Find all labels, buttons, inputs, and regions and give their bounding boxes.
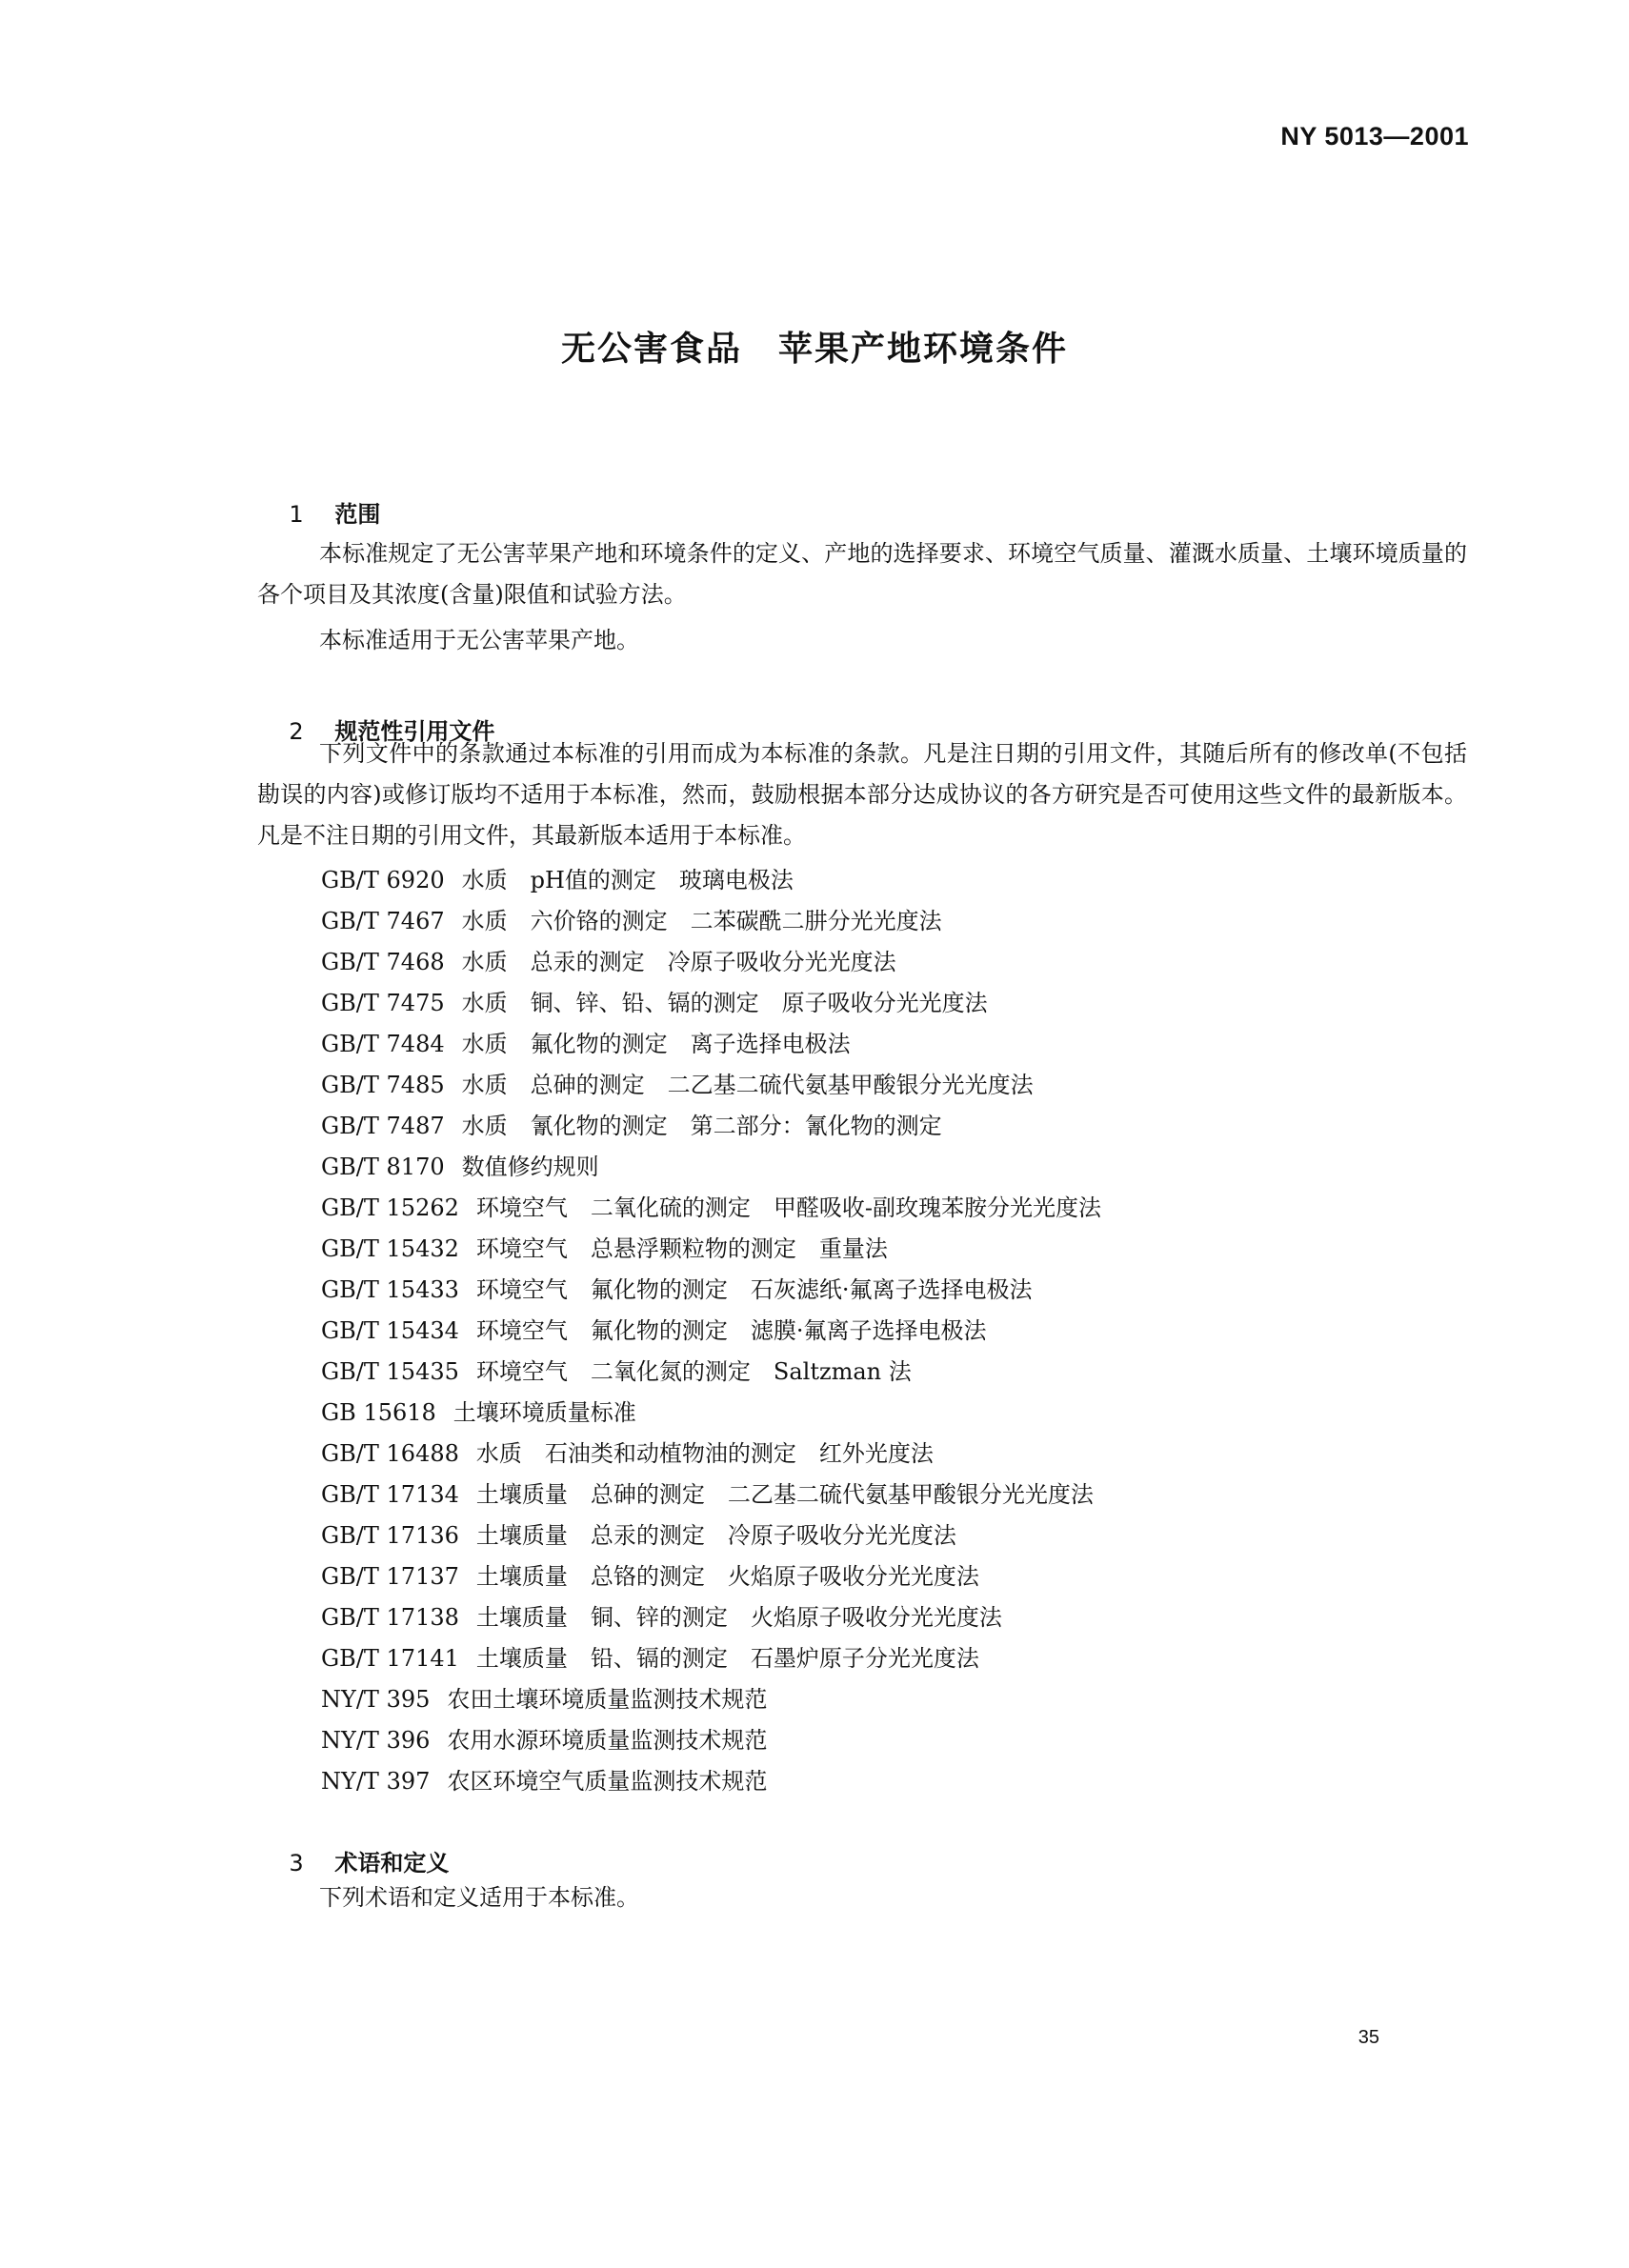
reference-title: 土壤环境质量标准	[452, 1399, 636, 1426]
reference-code: GB/T 7467	[321, 908, 445, 934]
section-title: 规范性引用文件	[334, 718, 495, 745]
reference-item	[321, 1188, 1101, 1229]
reference-item	[321, 901, 1101, 942]
reference-code: NY/T 396	[321, 1727, 431, 1754]
reference-code: GB/T 6920	[321, 867, 445, 893]
reference-title: 农区环境空气质量监测技术规范	[447, 1768, 768, 1795]
reference-item	[321, 1024, 1101, 1065]
reference-title: 水质 pH值的测定 玻璃电极法	[461, 867, 794, 893]
reference-item	[321, 1638, 1101, 1679]
reference-code: GB/T 7475	[321, 990, 445, 1016]
reference-item	[321, 1352, 1101, 1393]
section-3-paragraph-1: 下列术语和定义适用于本标准。	[319, 1884, 639, 1911]
normative-references-list	[321, 860, 1101, 1802]
reference-title: 土壤质量 总砷的测定 二乙基二硫代氨基甲酸银分光光度法	[475, 1481, 1094, 1508]
reference-item	[321, 860, 1101, 901]
reference-code: GB/T 15433	[321, 1276, 459, 1303]
reference-title: 水质 氟化物的测定 离子选择电极法	[461, 1031, 851, 1057]
reference-item	[321, 1515, 1101, 1556]
reference-item	[321, 983, 1101, 1024]
reference-item	[321, 1475, 1101, 1515]
reference-item	[321, 1679, 1101, 1720]
section-2-paragraph-1: 下列文件中的条款通过本标准的引用而成为本标准的条款。凡是注日期的引用文件，其随后所有的修改单(不包括勘误的内容)或修订版均不适用于本标准，然而，鼓励根据本部分达成协议的各方研究是否可使用这些文件的最新版本。凡是不注日期的引用文件，其最新版本适用于本标准。	[257, 740, 1467, 849]
reference-code: GB/T 15434	[321, 1317, 459, 1344]
reference-code: GB/T 15262	[321, 1194, 459, 1221]
reference-title: 水质 总汞的测定 冷原子吸收分光光度法	[461, 949, 896, 975]
page-number: 35	[1358, 2027, 1379, 2048]
reference-item	[321, 942, 1101, 983]
reference-code: GB/T 15435	[321, 1358, 459, 1385]
reference-title: 环境空气 氟化物的测定 石灰滤纸·氟离子选择电极法	[475, 1276, 1033, 1303]
reference-item	[321, 1270, 1101, 1311]
reference-title: 水质 石油类和动植物油的测定 红外光度法	[475, 1440, 934, 1467]
reference-title: 环境空气 二氧化硫的测定 甲醛吸收-副玫瑰苯胺分光光度法	[475, 1194, 1101, 1221]
reference-title: 水质 氰化物的测定 第二部分：氰化物的测定	[461, 1113, 942, 1139]
reference-item	[321, 1434, 1101, 1475]
reference-code: GB/T 17136	[321, 1522, 459, 1549]
reference-code: GB/T 16488	[321, 1440, 459, 1467]
reference-item	[321, 1106, 1101, 1147]
reference-item	[321, 1393, 1101, 1434]
reference-code: GB/T 7468	[321, 949, 445, 975]
reference-code: NY/T 397	[321, 1768, 431, 1795]
reference-item	[321, 1065, 1101, 1106]
reference-title: 土壤质量 铜、锌的测定 火焰原子吸收分光光度法	[475, 1604, 1002, 1631]
reference-item	[321, 1720, 1101, 1761]
reference-item	[321, 1311, 1101, 1352]
reference-code: GB 15618	[321, 1399, 436, 1426]
reference-item	[321, 1147, 1101, 1188]
reference-code: GB/T 7487	[321, 1113, 445, 1139]
reference-title: 环境空气 总悬浮颗粒物的测定 重量法	[475, 1235, 888, 1262]
reference-code: GB/T 17138	[321, 1604, 459, 1631]
section-title: 范围	[334, 501, 381, 528]
reference-title: 环境空气 氟化物的测定 滤膜·氟离子选择电极法	[475, 1317, 987, 1344]
section-1-paragraph-2: 本标准适用于无公害苹果产地。	[319, 627, 639, 653]
reference-title: 土壤质量 铅、镉的测定 石墨炉原子分光光度法	[475, 1645, 979, 1672]
reference-code: NY/T 395	[321, 1686, 431, 1713]
reference-item	[321, 1229, 1101, 1270]
reference-item	[321, 1761, 1101, 1802]
reference-title: 土壤质量 总汞的测定 冷原子吸收分光光度法	[475, 1522, 956, 1549]
reference-title: 水质 六价铬的测定 二苯碳酰二肼分光光度法	[461, 908, 942, 934]
reference-item	[321, 1597, 1101, 1638]
reference-code: GB/T 17134	[321, 1481, 459, 1508]
section-number: 2	[289, 718, 304, 745]
reference-title: 环境空气 二氧化氮的测定 Saltzman 法	[475, 1358, 912, 1385]
reference-title: 水质 铜、锌、铅、镉的测定 原子吸收分光光度法	[461, 990, 988, 1016]
section-title: 术语和定义	[334, 1850, 450, 1877]
reference-code: GB/T 7484	[321, 1031, 445, 1057]
document-title: 无公害食品 苹果产地环境条件	[560, 330, 1068, 369]
standard-code: NY 5013—2001	[1280, 122, 1469, 151]
reference-code: GB/T 8170	[321, 1154, 445, 1180]
reference-item	[321, 1556, 1101, 1597]
reference-code: GB/T 17137	[321, 1563, 459, 1590]
reference-code: GB/T 15432	[321, 1235, 459, 1262]
reference-title: 水质 总砷的测定 二乙基二硫代氨基甲酸银分光光度法	[461, 1072, 1034, 1098]
section-number: 3	[289, 1850, 304, 1877]
section-number: 1	[289, 501, 304, 528]
section-1-paragraph-1: 本标准规定了无公害苹果产地和环境条件的定义、产地的选择要求、环境空气质量、灌溉水质量、土壤环境质量的各个项目及其浓度(含量)限值和试验方法。	[257, 540, 1467, 608]
reference-title: 土壤质量 总铬的测定 火焰原子吸收分光光度法	[475, 1563, 979, 1590]
reference-title: 数值修约规则	[461, 1154, 599, 1180]
reference-code: GB/T 17141	[321, 1645, 459, 1672]
reference-title: 农田土壤环境质量监测技术规范	[447, 1686, 768, 1713]
reference-title: 农用水源环境质量监测技术规范	[447, 1727, 768, 1754]
reference-code: GB/T 7485	[321, 1072, 445, 1098]
